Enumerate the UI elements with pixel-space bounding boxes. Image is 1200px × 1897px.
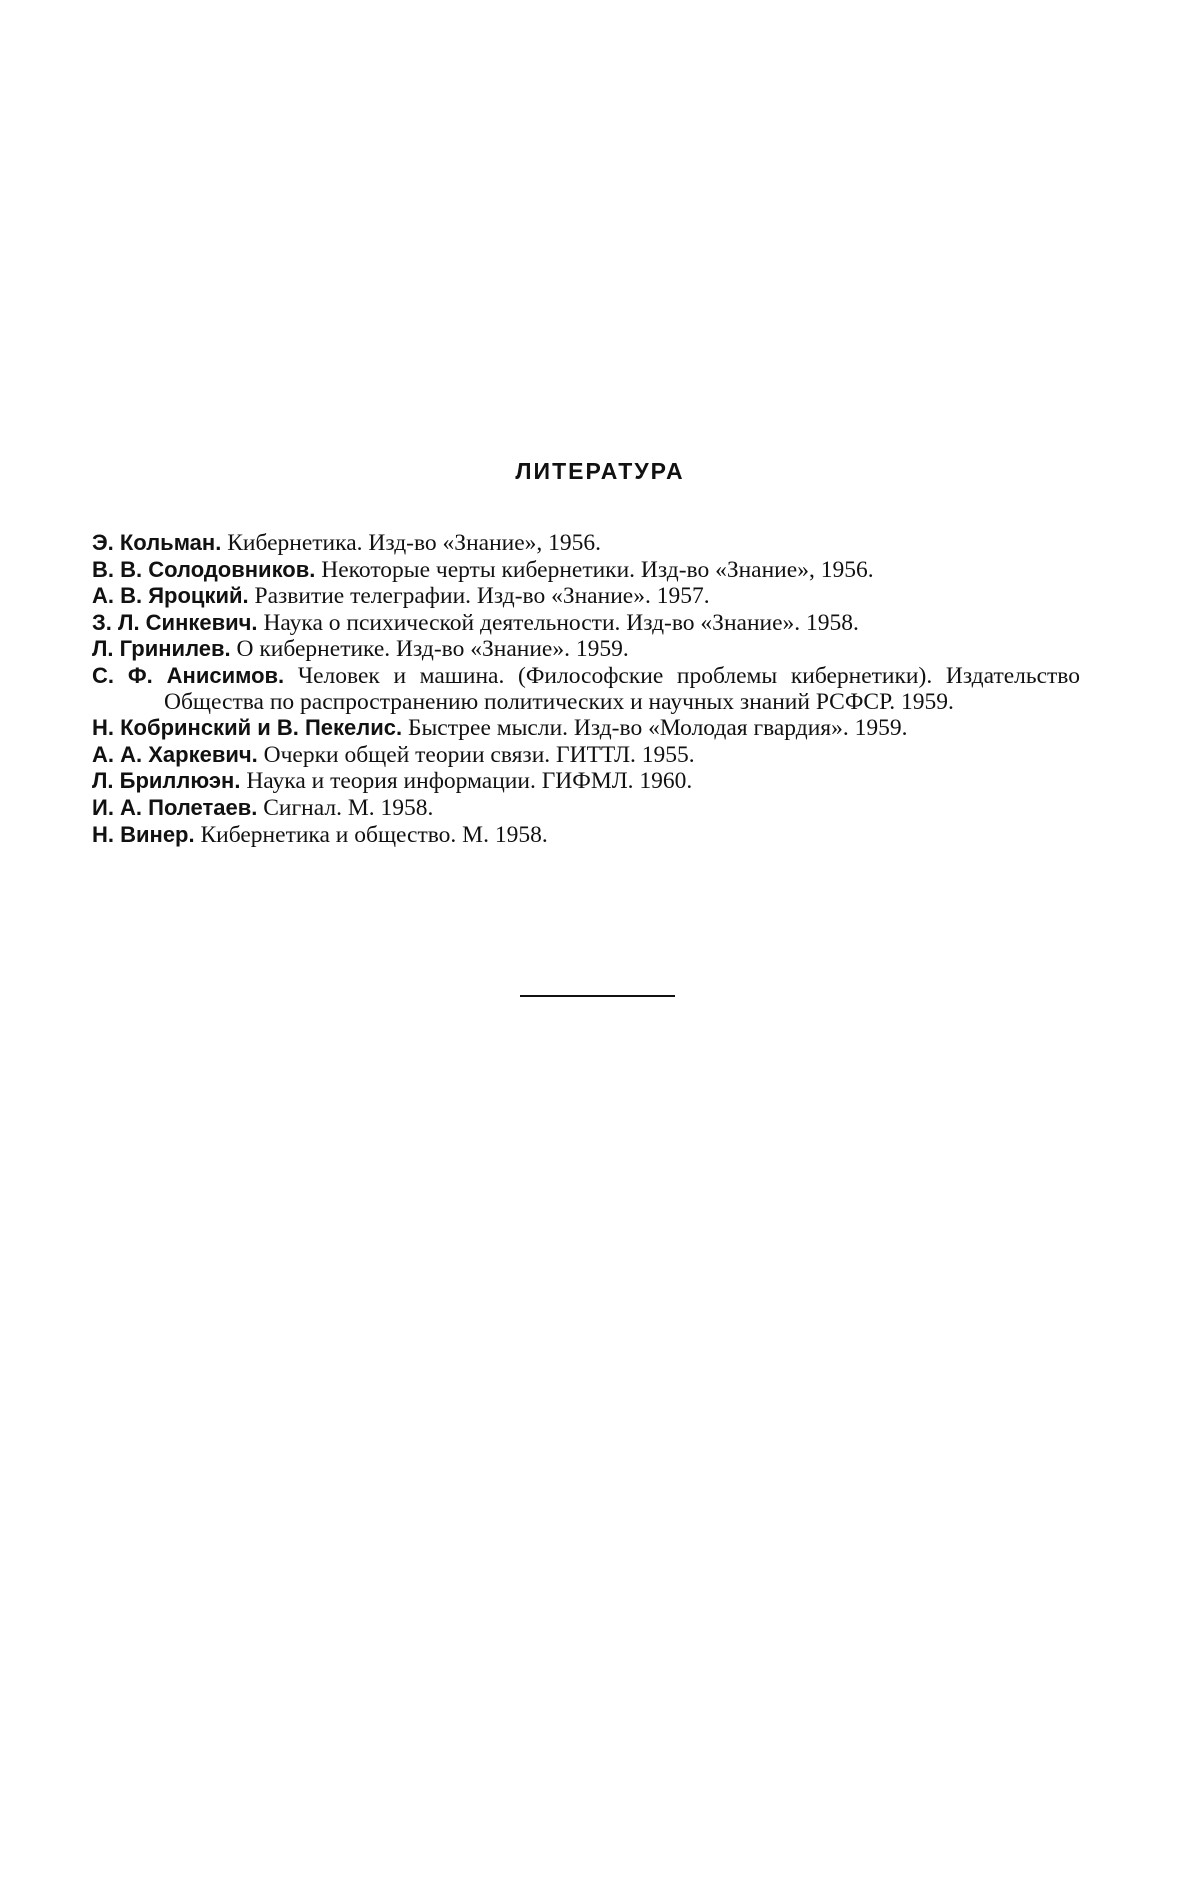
reference-item	[92, 530, 1080, 557]
reference-author: З. Л. Синкевич.	[92, 609, 258, 635]
reference-author: Л. Гринилев.	[92, 636, 231, 662]
reference-item	[92, 795, 1080, 822]
reference-author: А. А. Харкевич.	[92, 741, 258, 767]
reference-text: Очерки общей теории связи. ГИТТЛ. 1955.	[257, 741, 695, 768]
reference-text: Наука о психической деятельности. Изд-во «Знание». 1958.	[257, 609, 859, 636]
reference-list	[92, 530, 1080, 848]
reference-item	[92, 822, 1080, 849]
reference-item	[92, 768, 1080, 795]
reference-item	[92, 663, 1080, 715]
reference-item	[92, 583, 1080, 610]
page-title: ЛИТЕРАТУРА	[515, 458, 685, 484]
reference-text: Сигнал. М. 1958.	[257, 794, 434, 821]
reference-author: С. Ф. Анисимов.	[92, 662, 285, 688]
reference-author: А. В. Яроцкий.	[92, 583, 249, 609]
reference-text: Развитие телеграфии. Изд-во «Знание». 1957.	[248, 583, 710, 610]
reference-text: Кибернетика. Изд-во «Знание», 1956.	[221, 530, 602, 556]
reference-item	[92, 742, 1080, 769]
reference-author: И. А. Полетаев.	[92, 794, 258, 820]
reference-item	[92, 715, 1080, 742]
reference-author: Н. Винер.	[92, 821, 195, 847]
reference-text: Быстрее мысли. Изд-во «Молодая гвардия». 1959.	[402, 715, 908, 742]
reference-author: Л. Бриллюэн.	[92, 768, 241, 794]
reference-author: Э. Кольман.	[92, 530, 222, 555]
reference-text: Наука и теория информации. ГИФМЛ. 1960.	[240, 768, 693, 795]
end-rule	[520, 995, 675, 997]
reference-text: Некоторые черты кибернетики. Изд-во «Знание», 1956.	[315, 556, 874, 583]
reference-author: В. В. Солодовников.	[92, 556, 316, 582]
reference-item	[92, 610, 1080, 637]
reference-item	[92, 636, 1080, 663]
reference-text: О кибернетике. Изд-во «Знание». 1959.	[230, 636, 629, 663]
reference-author: Н. Кобринский и В. Пекелис.	[92, 715, 403, 741]
reference-item	[92, 557, 1080, 584]
reference-text: Кибернетика и общество. М. 1958.	[194, 821, 548, 848]
reference-text: Человек и машина. (Философские проблемы кибернетики). Издательство Общества по распространению политических и научных знаний РСФСР. 1959.	[164, 662, 1080, 715]
